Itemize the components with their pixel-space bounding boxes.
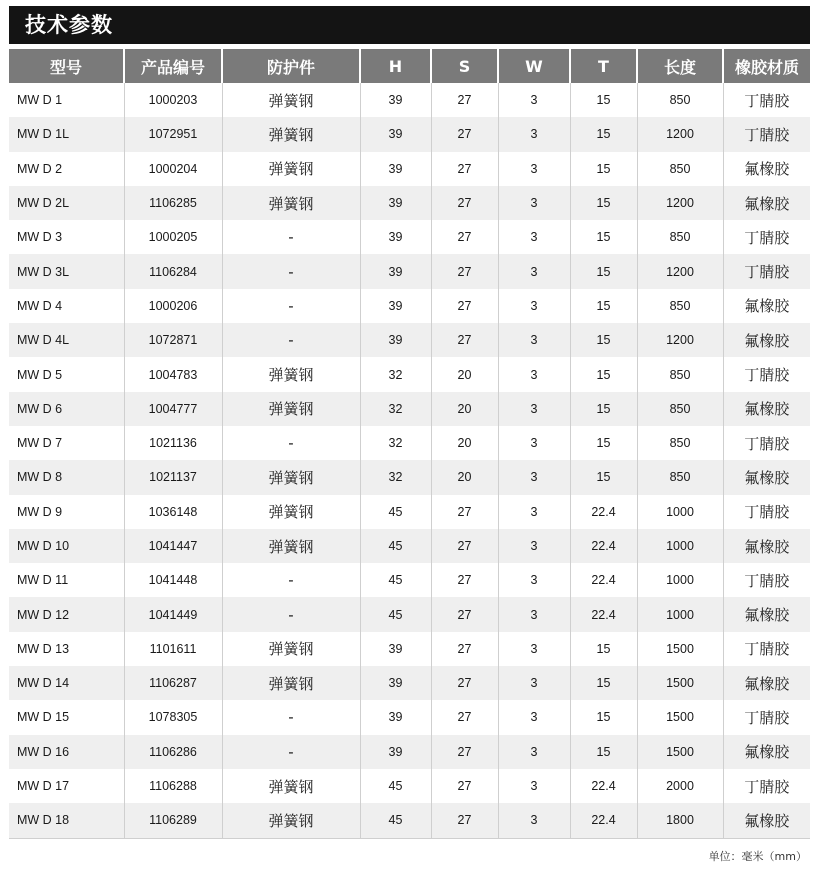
cell-t: 22.4	[570, 495, 637, 529]
cell-s: 27	[431, 254, 498, 288]
section-title: 技术参数	[9, 6, 810, 44]
cell-rubber-material: 丁腈胶	[723, 769, 810, 803]
cell-s: 27	[431, 769, 498, 803]
cell-rubber-material: 丁腈胶	[723, 632, 810, 666]
cell-product-number: 1000205	[124, 220, 222, 254]
cell-protection: 弹簧钢	[222, 769, 360, 803]
cell-model: MW D 1L	[9, 117, 124, 151]
cell-protection: 弹簧钢	[222, 357, 360, 391]
cell-w: 3	[498, 735, 570, 769]
cell-protection: -	[222, 323, 360, 357]
cell-h: 45	[360, 597, 431, 631]
cell-t: 15	[570, 186, 637, 220]
cell-s: 27	[431, 597, 498, 631]
cell-t: 15	[570, 323, 637, 357]
header-length: 长度	[637, 49, 723, 83]
spec-table	[9, 49, 810, 838]
cell-s: 27	[431, 495, 498, 529]
cell-h: 39	[360, 117, 431, 151]
cell-t: 15	[570, 357, 637, 391]
cell-product-number: 1106287	[124, 666, 222, 700]
cell-rubber-material: 丁腈胶	[723, 254, 810, 288]
cell-length: 1200	[637, 117, 723, 151]
cell-length: 1500	[637, 735, 723, 769]
cell-length: 1800	[637, 803, 723, 837]
cell-h: 32	[360, 357, 431, 391]
cell-rubber-material: 氟橡胶	[723, 597, 810, 631]
cell-t: 15	[570, 460, 637, 494]
cell-model: MW D 3	[9, 220, 124, 254]
cell-w: 3	[498, 769, 570, 803]
table-row	[9, 83, 810, 117]
cell-s: 27	[431, 529, 498, 563]
cell-model: MW D 9	[9, 495, 124, 529]
cell-product-number: 1041447	[124, 529, 222, 563]
table-row	[9, 666, 810, 700]
cell-s: 20	[431, 357, 498, 391]
cell-length: 1200	[637, 254, 723, 288]
cell-w: 3	[498, 495, 570, 529]
cell-w: 3	[498, 289, 570, 323]
table-header	[9, 49, 810, 83]
cell-rubber-material: 丁腈胶	[723, 426, 810, 460]
cell-s: 27	[431, 563, 498, 597]
header-model: 型号	[9, 49, 124, 83]
cell-w: 3	[498, 83, 570, 117]
header-rubber-material: 橡胶材质	[723, 49, 810, 83]
cell-protection: -	[222, 700, 360, 734]
cell-s: 27	[431, 666, 498, 700]
cell-rubber-material: 氟橡胶	[723, 460, 810, 494]
cell-s: 27	[431, 803, 498, 837]
cell-t: 22.4	[570, 597, 637, 631]
cell-rubber-material: 氟橡胶	[723, 152, 810, 186]
cell-rubber-material: 氟橡胶	[723, 529, 810, 563]
cell-t: 15	[570, 632, 637, 666]
cell-t: 15	[570, 392, 637, 426]
cell-w: 3	[498, 666, 570, 700]
header-h: H	[360, 49, 431, 83]
cell-w: 3	[498, 254, 570, 288]
cell-product-number: 1041448	[124, 563, 222, 597]
cell-product-number: 1000206	[124, 289, 222, 323]
cell-model: MW D 6	[9, 392, 124, 426]
table-row	[9, 289, 810, 323]
cell-w: 3	[498, 152, 570, 186]
cell-h: 39	[360, 254, 431, 288]
cell-model: MW D 16	[9, 735, 124, 769]
cell-length: 1000	[637, 563, 723, 597]
cell-t: 15	[570, 426, 637, 460]
cell-product-number: 1000203	[124, 83, 222, 117]
cell-w: 3	[498, 700, 570, 734]
cell-model: MW D 18	[9, 803, 124, 837]
table-row	[9, 529, 810, 563]
cell-protection: 弹簧钢	[222, 632, 360, 666]
cell-s: 27	[431, 700, 498, 734]
cell-h: 45	[360, 563, 431, 597]
cell-h: 45	[360, 529, 431, 563]
cell-s: 27	[431, 117, 498, 151]
header-s: S	[431, 49, 498, 83]
cell-h: 39	[360, 323, 431, 357]
cell-model: MW D 14	[9, 666, 124, 700]
cell-model: MW D 2	[9, 152, 124, 186]
cell-length: 850	[637, 460, 723, 494]
cell-rubber-material: 丁腈胶	[723, 495, 810, 529]
cell-h: 45	[360, 495, 431, 529]
cell-rubber-material: 丁腈胶	[723, 220, 810, 254]
cell-product-number: 1106288	[124, 769, 222, 803]
cell-model: MW D 15	[9, 700, 124, 734]
cell-h: 45	[360, 769, 431, 803]
table-bottom-divider	[9, 838, 810, 839]
cell-model: MW D 13	[9, 632, 124, 666]
cell-rubber-material: 氟橡胶	[723, 323, 810, 357]
cell-h: 45	[360, 803, 431, 837]
table-row	[9, 700, 810, 734]
table-row	[9, 357, 810, 391]
cell-product-number: 1021136	[124, 426, 222, 460]
cell-product-number: 1106286	[124, 735, 222, 769]
cell-t: 15	[570, 700, 637, 734]
cell-protection: 弹簧钢	[222, 186, 360, 220]
table-row	[9, 426, 810, 460]
cell-h: 39	[360, 666, 431, 700]
table-row	[9, 769, 810, 803]
cell-product-number: 1021137	[124, 460, 222, 494]
cell-h: 32	[360, 426, 431, 460]
cell-s: 27	[431, 323, 498, 357]
cell-protection: 弹簧钢	[222, 460, 360, 494]
cell-length: 1000	[637, 529, 723, 563]
table-row	[9, 597, 810, 631]
cell-protection: 弹簧钢	[222, 803, 360, 837]
cell-model: MW D 5	[9, 357, 124, 391]
cell-protection: -	[222, 289, 360, 323]
cell-rubber-material: 丁腈胶	[723, 700, 810, 734]
cell-length: 850	[637, 220, 723, 254]
cell-model: MW D 12	[9, 597, 124, 631]
cell-h: 39	[360, 700, 431, 734]
cell-product-number: 1000204	[124, 152, 222, 186]
cell-model: MW D 10	[9, 529, 124, 563]
cell-length: 1500	[637, 666, 723, 700]
cell-rubber-material: 丁腈胶	[723, 83, 810, 117]
cell-protection: -	[222, 563, 360, 597]
table-row	[9, 220, 810, 254]
table-row	[9, 563, 810, 597]
cell-protection: 弹簧钢	[222, 117, 360, 151]
cell-h: 39	[360, 289, 431, 323]
cell-model: MW D 4	[9, 289, 124, 323]
cell-length: 850	[637, 426, 723, 460]
cell-model: MW D 4L	[9, 323, 124, 357]
cell-length: 1000	[637, 495, 723, 529]
cell-w: 3	[498, 632, 570, 666]
cell-length: 2000	[637, 769, 723, 803]
cell-model: MW D 11	[9, 563, 124, 597]
table-row	[9, 254, 810, 288]
cell-length: 850	[637, 152, 723, 186]
cell-h: 39	[360, 632, 431, 666]
cell-t: 22.4	[570, 563, 637, 597]
cell-model: MW D 8	[9, 460, 124, 494]
cell-protection: -	[222, 597, 360, 631]
cell-length: 850	[637, 289, 723, 323]
table-row	[9, 495, 810, 529]
table-row	[9, 117, 810, 151]
cell-s: 20	[431, 426, 498, 460]
cell-w: 3	[498, 460, 570, 494]
cell-h: 32	[360, 460, 431, 494]
cell-product-number: 1106289	[124, 803, 222, 837]
cell-s: 20	[431, 460, 498, 494]
cell-w: 3	[498, 323, 570, 357]
cell-t: 22.4	[570, 803, 637, 837]
cell-protection: 弹簧钢	[222, 392, 360, 426]
cell-w: 3	[498, 220, 570, 254]
cell-protection: -	[222, 735, 360, 769]
table-row	[9, 323, 810, 357]
cell-h: 39	[360, 152, 431, 186]
cell-product-number: 1106284	[124, 254, 222, 288]
cell-protection: 弹簧钢	[222, 152, 360, 186]
cell-product-number: 1106285	[124, 186, 222, 220]
cell-s: 27	[431, 186, 498, 220]
cell-protection: 弹簧钢	[222, 529, 360, 563]
cell-product-number: 1072871	[124, 323, 222, 357]
header-w: W	[498, 49, 570, 83]
cell-s: 27	[431, 735, 498, 769]
cell-product-number: 1101611	[124, 632, 222, 666]
cell-h: 39	[360, 83, 431, 117]
header-t: T	[570, 49, 637, 83]
cell-t: 15	[570, 220, 637, 254]
cell-rubber-material: 丁腈胶	[723, 563, 810, 597]
cell-product-number: 1004777	[124, 392, 222, 426]
cell-length: 850	[637, 83, 723, 117]
cell-w: 3	[498, 597, 570, 631]
cell-product-number: 1072951	[124, 117, 222, 151]
cell-t: 22.4	[570, 769, 637, 803]
cell-model: MW D 3L	[9, 254, 124, 288]
cell-protection: -	[222, 220, 360, 254]
unit-note: 单位：毫米（mm）	[708, 850, 807, 863]
cell-protection: 弹簧钢	[222, 666, 360, 700]
cell-model: MW D 17	[9, 769, 124, 803]
cell-h: 39	[360, 186, 431, 220]
cell-t: 15	[570, 117, 637, 151]
cell-s: 27	[431, 289, 498, 323]
cell-w: 3	[498, 426, 570, 460]
cell-rubber-material: 氟橡胶	[723, 666, 810, 700]
cell-product-number: 1004783	[124, 357, 222, 391]
cell-t: 22.4	[570, 529, 637, 563]
cell-length: 1200	[637, 323, 723, 357]
cell-rubber-material: 丁腈胶	[723, 357, 810, 391]
table-row	[9, 152, 810, 186]
cell-rubber-material: 氟橡胶	[723, 735, 810, 769]
cell-rubber-material: 氟橡胶	[723, 186, 810, 220]
cell-s: 27	[431, 83, 498, 117]
table-row	[9, 632, 810, 666]
table-row	[9, 735, 810, 769]
table-row	[9, 803, 810, 837]
cell-rubber-material: 氟橡胶	[723, 289, 810, 323]
cell-t: 15	[570, 666, 637, 700]
cell-h: 39	[360, 735, 431, 769]
header-protection: 防护件	[222, 49, 360, 83]
cell-rubber-material: 氟橡胶	[723, 392, 810, 426]
table-body	[9, 83, 810, 838]
cell-w: 3	[498, 392, 570, 426]
cell-product-number: 1078305	[124, 700, 222, 734]
cell-protection: -	[222, 426, 360, 460]
cell-t: 15	[570, 152, 637, 186]
cell-length: 1000	[637, 597, 723, 631]
cell-protection: 弹簧钢	[222, 83, 360, 117]
header-row	[9, 49, 810, 83]
cell-model: MW D 7	[9, 426, 124, 460]
cell-product-number: 1036148	[124, 495, 222, 529]
table-row	[9, 392, 810, 426]
table-row	[9, 186, 810, 220]
cell-rubber-material: 氟橡胶	[723, 803, 810, 837]
cell-length: 1500	[637, 632, 723, 666]
cell-t: 15	[570, 83, 637, 117]
cell-s: 27	[431, 220, 498, 254]
cell-protection: 弹簧钢	[222, 495, 360, 529]
cell-w: 3	[498, 357, 570, 391]
cell-model: MW D 2L	[9, 186, 124, 220]
cell-h: 32	[360, 392, 431, 426]
header-product-number: 产品编号	[124, 49, 222, 83]
cell-model: MW D 1	[9, 83, 124, 117]
table-row	[9, 460, 810, 494]
cell-product-number: 1041449	[124, 597, 222, 631]
cell-w: 3	[498, 117, 570, 151]
cell-rubber-material: 丁腈胶	[723, 117, 810, 151]
cell-t: 15	[570, 289, 637, 323]
cell-s: 20	[431, 392, 498, 426]
cell-w: 3	[498, 803, 570, 837]
cell-h: 39	[360, 220, 431, 254]
cell-length: 1200	[637, 186, 723, 220]
cell-s: 27	[431, 152, 498, 186]
cell-w: 3	[498, 563, 570, 597]
cell-w: 3	[498, 186, 570, 220]
cell-t: 15	[570, 254, 637, 288]
cell-length: 850	[637, 357, 723, 391]
cell-length: 850	[637, 392, 723, 426]
cell-t: 15	[570, 735, 637, 769]
cell-s: 27	[431, 632, 498, 666]
cell-protection: -	[222, 254, 360, 288]
cell-w: 3	[498, 529, 570, 563]
cell-length: 1500	[637, 700, 723, 734]
